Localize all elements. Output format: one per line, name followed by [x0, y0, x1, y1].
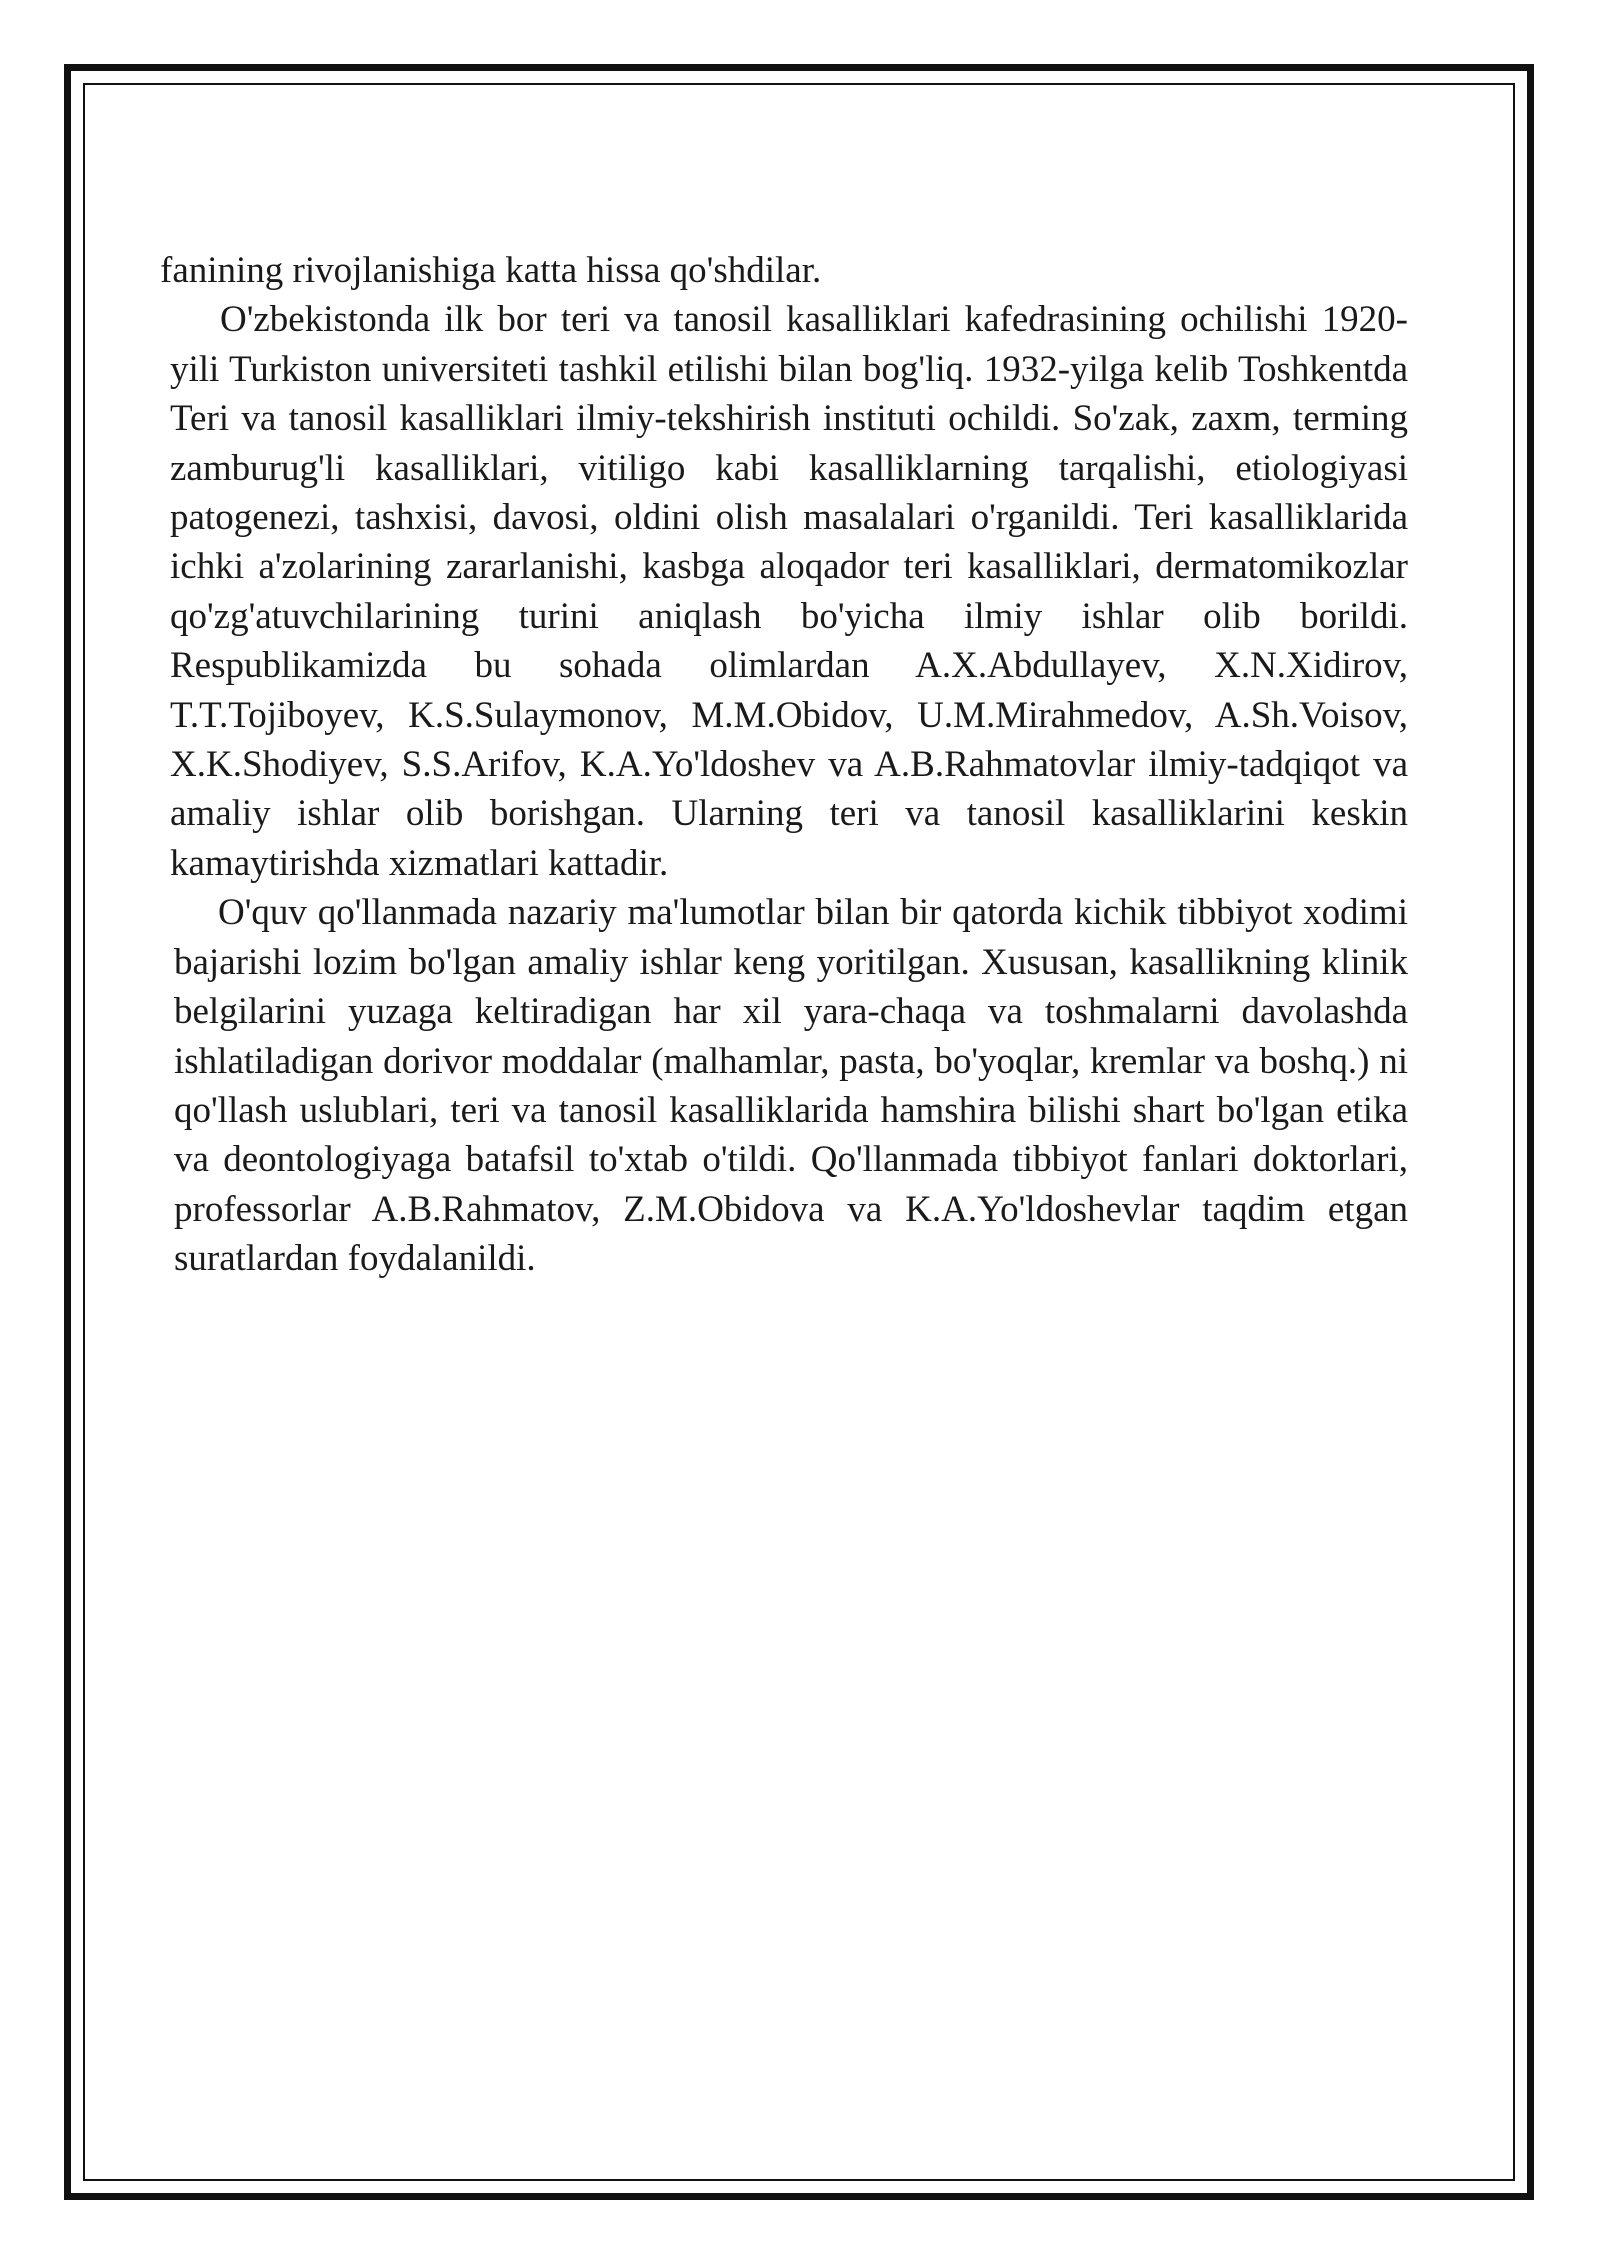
paragraph-history: O'zbekistonda ilk bor teri va tanosil kasalliklari kafedrasining ochilishi 1920-yili Turkiston universiteti tashkil etilishi bilan bog'liq. 1932-yilga kelib Toshkentda Teri va tanosil kasalliklari ilmiy-tekshirish instituti ochildi. So'zak, zaxm, terming zamburug'li kasalliklari, vitiligo kabi kasalliklarning tarqalishi, etiologiyasi patogenezi, tashxisi, davosi, oldini olish masalalari o'rganildi. Teri kasalliklarida ichki a'zolarining zararlanishi, kasbga aloqador teri kasalliklari, dermatomikozlar qo'zg'atuvchilarining turini aniqlash bo'yicha ilmiy ishlar olib borildi. Respublikamizda bu sohada olimlardan A.X.Abdullayev, X.N.Xidirov, T.T.Tojiboyev, K.S.Sulaymonov, M.M.Obidov, U.M.Mirahmedov, A.Sh.Voisov, X.K.Shodiyev, S.S.Arifov, K.A.Yo'ldoshev va A.B.Rahmatovlar ilmiy-tadqiqot va amaliy ishlar olib borishgan. Ularning teri va tanosil kasalliklarini keskin kamaytirishda xizmatlari kattadir. [170, 299, 1408, 884]
document-body [160, 246, 1408, 1284]
paragraph-manual-description: O'quv qo'llanmada nazariy ma'lumotlar bilan bir qatorda kichik tibbiyot xodimi bajarishi lozim bo'lgan amaliy ishlar keng yoritilgan. Xususan, kasallikning klinik belgilarini yuzaga keltiradigan har xil yara-chaqa va toshmalarni davolashda ishlatiladigan dorivor moddalar (malhamlar, pasta, bo'yoqlar, kremlar va boshq.) ni qo'llash uslublari, teri va tanosil kasalliklarida hamshira bilishi shart bo'lgan etika va deontologiyaga batafsil to'xtab o'tildi. Qo'llanmada tibbiyot fanlari doktorlari, professorlar A.B.Rahmatov, Z.M.Obidova va K.A.Yo'ldoshevlar taqdim etgan suratlardan foydalanildi. [174, 892, 1408, 1280]
paragraph-continuation: fanining rivojlanishiga katta hissa qo'shdilar. [160, 250, 822, 291]
